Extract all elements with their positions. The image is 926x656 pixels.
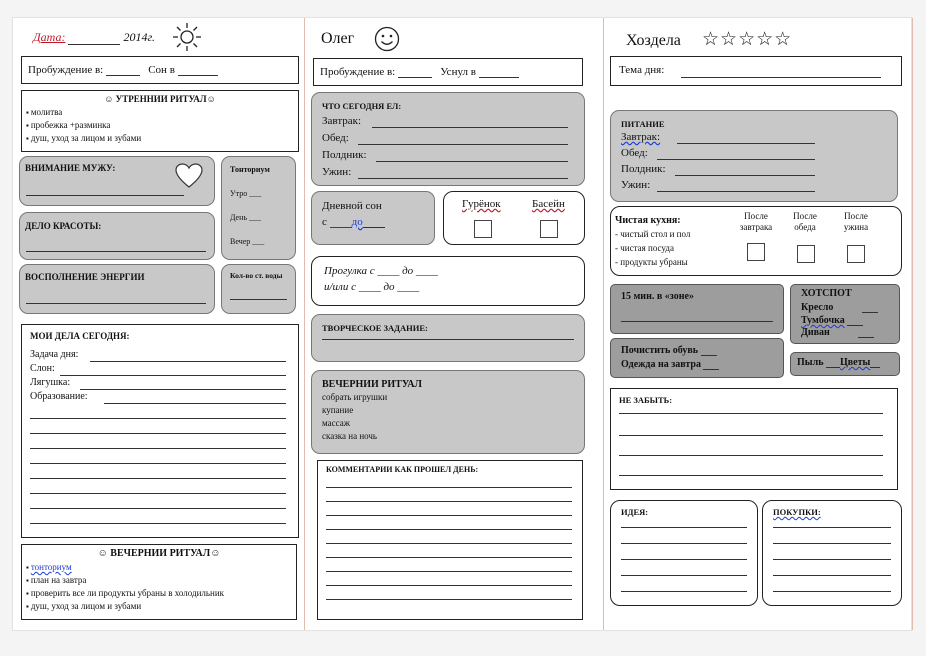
task-row: Задача дня: [30,349,79,360]
potty-pool-box [443,191,585,245]
morning-ritual-box [21,90,299,152]
child-meals-box [311,92,585,186]
shoes-row: Почистить обувь [621,345,717,356]
zone-label: 15 мин. в «зоне» [621,291,694,302]
date-field[interactable] [68,34,120,45]
theme-label: Тема дня: [619,64,665,76]
beauty-box [19,212,215,260]
evening-ritual-title: ☺ ВЕЧЕРНИИ РИТУАЛ☺ [97,548,221,559]
energy-line [26,303,206,304]
shopping-label: ПОКУПКИ: [773,507,821,517]
beauty-label: ДЕЛО КРАСОТЫ: [25,221,102,231]
tasks-title: МОИ ДЕЛА СЕГОДНЯ: [30,331,130,341]
child-evening-box [311,370,585,454]
nap-range: с до [322,216,385,228]
pool-label: Басейн [532,198,565,210]
husband-box [19,156,215,206]
creative-box [311,314,585,362]
comments-title: КОММЕНТАРИИ КАК ПРОШЕЛ ДЕНЬ: [326,465,479,474]
after-dinner-checkbox[interactable] [847,245,865,263]
dust-flowers-box [790,352,900,376]
task-line [60,375,286,376]
shopping-box [762,500,902,606]
ideas-label: ИДЕЯ: [621,507,649,517]
ideas-box [610,500,758,606]
child-evening-item: массаж [322,418,350,428]
after-lunch-label: После обеда [793,211,817,232]
child-name: Олег [321,30,355,47]
child-wake-box [313,58,583,86]
wake-label: Пробуждение в: [28,64,104,76]
planner-sheet [13,18,911,630]
clothes-row: Одежда на завтра [621,359,719,370]
nap-box [311,191,435,245]
date-label: Дата: [33,30,66,44]
meal-label: Обед: [322,132,349,144]
task-line [104,403,286,404]
sun-icon [172,22,202,52]
tonic-item: Утро ___ [230,189,262,198]
kitchen-item: - чистый стол и пол [615,229,691,239]
pool-checkbox[interactable] [540,220,558,238]
evening-item: ▪ тонториум [26,562,72,572]
hotspot-item: Диван [801,327,874,338]
wake-sleep-box [21,56,299,84]
morning-ritual-title: ☺ УТРЕННИИ РИТУАЛ☺ [104,94,216,104]
evening-ritual-box [21,544,297,620]
child-wake-field[interactable] [398,67,432,78]
tonic-title: Тонториум [230,165,270,174]
dust-flowers-row: Пыль Цветы [797,357,880,368]
morning-item: ▪ пробежка +разминка [26,120,110,130]
kitchen-item: - чистая посуда [615,243,674,253]
smiley-icon [374,26,400,52]
meal-label: Полдник: [322,149,367,161]
energy-label: ВОСПОЛНЕНИЕ ЭНЕРГИИ [25,272,145,282]
column-personal [13,18,304,630]
kitchen-box [610,206,902,276]
morning-item: ▪ молитва [26,107,62,117]
after-breakfast-label: После завтрака [739,211,773,232]
after-breakfast-checkbox[interactable] [747,243,765,261]
heart-icon [175,163,203,189]
rating-stars-icon[interactable]: ☆☆☆☆☆ [702,29,793,50]
nap-label: Дневной сон [322,200,382,212]
tonic-item: День ___ [230,213,262,222]
food-meal: Полдник: [621,163,666,175]
food-meal: Обед: [621,147,648,159]
child-evening-item: сказка на ночь [322,431,378,441]
date-row [33,30,155,45]
after-dinner-label: После ужина [843,211,869,232]
meal-label: Ужин: [322,166,352,178]
child-wake-label: Пробуждение в: [320,66,396,78]
column-child [304,18,604,630]
morning-item: ▪ душ, уход за лицом и зубами [26,133,141,143]
task-row: Слон: [30,363,55,374]
walk-box [311,256,585,306]
theme-field[interactable] [681,77,881,78]
hotspot-box [790,284,900,344]
hotspot-item: Кресло [801,302,878,313]
water-box [221,264,296,314]
after-lunch-checkbox[interactable] [797,245,815,263]
water-line [230,299,287,300]
food-meal: Завтрак: [621,131,661,143]
evening-item: ▪ душ, уход за лицом и зубами [26,601,141,611]
wake-field[interactable] [106,65,140,76]
child-slept-label: Уснул в [440,66,476,78]
column-household [603,18,913,630]
tonic-box [221,156,296,260]
task-row: Лягушка: [30,377,71,388]
task-line [80,389,286,390]
beauty-line [26,251,206,252]
evening-item: ▪ план на завтра [26,575,86,585]
potty-checkbox[interactable] [474,220,492,238]
husband-line [26,195,184,196]
water-label: Кол-во ст. воды [230,271,283,280]
theme-box [610,56,902,86]
hotspot-title: ХОТСПОТ [801,288,852,299]
walk-line-1: Прогулка с ____ до ____ [324,265,438,277]
year-label: 2014г. [123,30,155,44]
sleep-label: Сон в [148,64,175,76]
kitchen-item: - продукты убраны [615,257,688,267]
shoes-clothes-box [610,338,784,378]
household-title: Хоздела [626,32,681,49]
comments-box [317,460,583,620]
food-meal: Ужин: [621,179,651,191]
evening-item: ▪ проверить все ли продукты убраны в холодильник [26,588,224,598]
meal-label: Завтрак: [322,115,362,127]
child-evening-item: купание [322,405,354,415]
tasks-box [21,324,299,538]
walk-line-2: и/или с ____ до ____ [324,281,420,293]
potty-label: Гурёнок [462,198,501,210]
tonic-item: Вечер ___ [230,237,265,246]
hotspot-item: Тумбочка [801,315,863,326]
remember-box [610,388,898,490]
zone-box [610,284,784,334]
creative-label: ТВОРЧЕСКОЕ ЗАДАНИЕ: [322,323,428,333]
child-slept-field[interactable] [479,67,519,78]
husband-label: ВНИМАНИЕ МУЖУ: [25,163,116,173]
food-box [610,110,898,202]
kitchen-title: Чистая кухня: [615,215,681,226]
sleep-field[interactable] [178,65,218,76]
task-row: Образование: [30,391,88,402]
task-line [90,361,286,362]
energy-box [19,264,215,314]
child-evening-title: ВЕЧЕРНИИ РИТУАЛ [322,379,422,390]
child-meals-title: ЧТО СЕГОДНЯ ЕЛ: [322,101,402,111]
remember-label: НЕ ЗАБЫТЬ: [619,395,673,405]
child-evening-item: собрать игрушки [322,392,388,402]
food-title: ПИТАНИЕ [621,119,665,129]
